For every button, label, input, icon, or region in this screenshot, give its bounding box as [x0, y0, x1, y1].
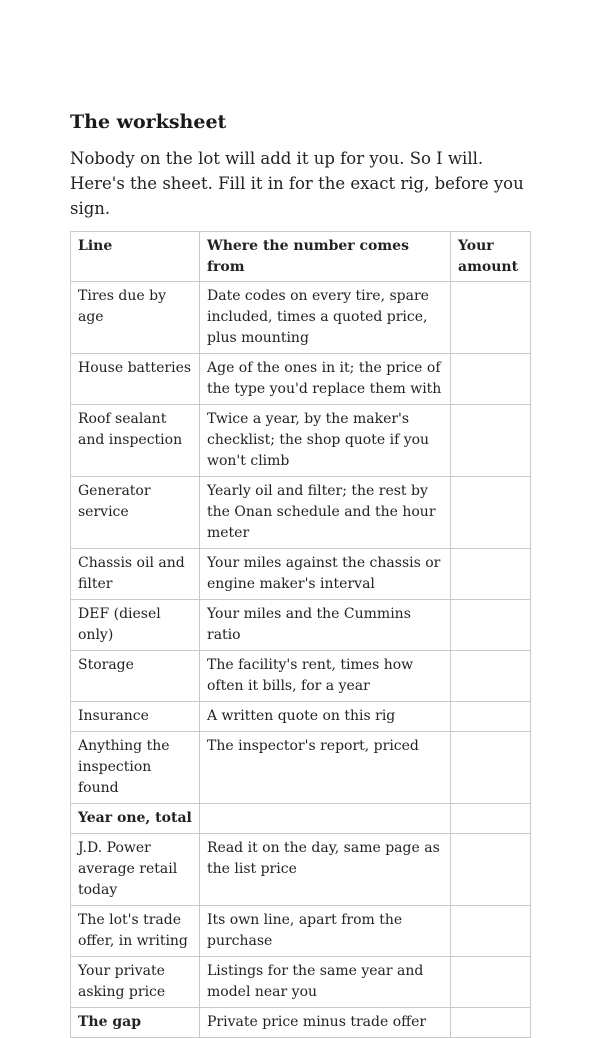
row-source-cell	[200, 804, 451, 834]
row-line-cell: Your private asking price	[71, 957, 200, 1008]
section-heading: The worksheet	[70, 111, 227, 133]
row-amount-cell[interactable]	[451, 834, 531, 906]
row-line-cell: The gap	[71, 1008, 200, 1038]
row-source-cell: Twice a year, by the maker's checklist; the shop quote if you won't climb	[200, 405, 451, 477]
row-source-cell: Private price minus trade offer	[200, 1008, 451, 1038]
header-source: Where the number comes from	[200, 232, 451, 282]
row-line-cell: Roof sealant and inspection	[71, 405, 200, 477]
row-source-cell: The inspector's report, priced	[200, 732, 451, 804]
row-amount-cell[interactable]	[451, 957, 531, 1008]
row-amount-cell[interactable]	[451, 282, 531, 354]
row-source-cell: Its own line, apart from the purchase	[200, 906, 451, 957]
row-line-cell: The lot's trade offer, in writing	[71, 906, 200, 957]
row-source-cell: Date codes on every tire, spare included, times a quoted price, plus mounting	[200, 282, 451, 354]
row-line-cell: Anything the inspection found	[71, 732, 200, 804]
row-source-cell: Age of the ones in it; the price of the type you'd replace them with	[200, 354, 451, 405]
intro-paragraph: Nobody on the lot will add it up for you. So I will. Here's the sheet. Fill it in for the exact rig, before you sign.	[70, 149, 524, 218]
header-amount: Your amount	[451, 232, 531, 282]
table-row	[71, 834, 531, 906]
row-line-cell: Storage	[71, 651, 200, 702]
row-amount-cell[interactable]	[451, 651, 531, 702]
row-amount-cell[interactable]	[451, 1008, 531, 1038]
worksheet-table	[70, 231, 531, 1038]
row-line-cell: Generator service	[71, 477, 200, 549]
row-amount-cell[interactable]	[451, 600, 531, 651]
row-line-cell: House batteries	[71, 354, 200, 405]
table-row	[71, 477, 531, 549]
row-source-cell: The facility's rent, times how often it bills, for a year	[200, 651, 451, 702]
table-row	[71, 804, 531, 834]
row-source-cell: Your miles against the chassis or engine maker's interval	[200, 549, 451, 600]
row-amount-cell[interactable]	[451, 906, 531, 957]
row-amount-cell[interactable]	[451, 732, 531, 804]
table-row	[71, 651, 531, 702]
worksheet-section	[70, 108, 530, 1038]
row-amount-cell[interactable]	[451, 405, 531, 477]
row-line-cell: DEF (diesel only)	[71, 600, 200, 651]
row-source-cell: Read it on the day, same page as the list price	[200, 834, 451, 906]
row-line-cell: Chassis oil and filter	[71, 549, 200, 600]
row-source-cell: Yearly oil and filter; the rest by the Onan schedule and the hour meter	[200, 477, 451, 549]
table-row	[71, 906, 531, 957]
row-source-cell: A written quote on this rig	[200, 702, 451, 732]
row-amount-cell[interactable]	[451, 477, 531, 549]
table-row	[71, 1008, 531, 1038]
row-amount-cell[interactable]	[451, 549, 531, 600]
table-header-row	[71, 232, 531, 282]
row-source-cell: Your miles and the Cummins ratio	[200, 600, 451, 651]
table-row	[71, 702, 531, 732]
row-source-cell: Listings for the same year and model near you	[200, 957, 451, 1008]
row-amount-cell[interactable]	[451, 354, 531, 405]
table-row	[71, 354, 531, 405]
table-row	[71, 405, 531, 477]
table-row	[71, 732, 531, 804]
table-row	[71, 600, 531, 651]
row-line-cell: J.D. Power average retail today	[71, 834, 200, 906]
row-amount-cell[interactable]	[451, 804, 531, 834]
row-line-cell: Tires due by age	[71, 282, 200, 354]
table-row	[71, 957, 531, 1008]
row-amount-cell[interactable]	[451, 702, 531, 732]
table-row	[71, 549, 531, 600]
row-line-cell: Year one, total	[71, 804, 200, 834]
row-line-cell: Insurance	[71, 702, 200, 732]
table-row	[71, 282, 531, 354]
header-line: Line	[71, 232, 200, 282]
